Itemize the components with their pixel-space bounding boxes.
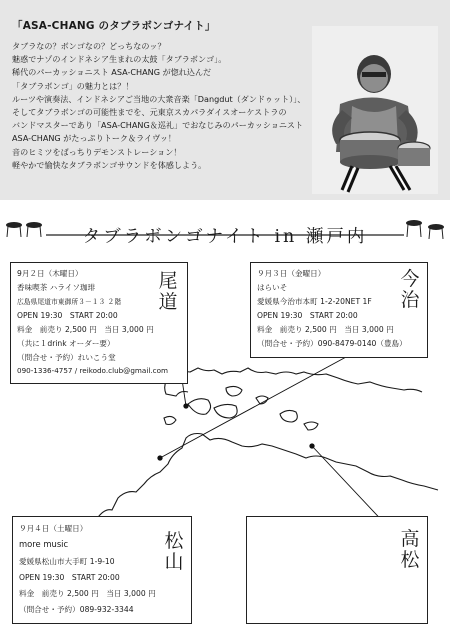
event-card-takamatsu: [246, 516, 428, 624]
event-time: OPEN 19:30 START 20:00: [19, 573, 120, 582]
intro-line: 音のヒミツをばっちりデモンストレーション！: [12, 146, 182, 157]
event-date: ９月３日（金曜日）: [257, 269, 326, 278]
event-price: 料金 前売り 2,500 円 当日 3,000 円: [17, 325, 154, 334]
city-label-imabari: 今 治: [400, 268, 420, 311]
intro-line: 軽やかで愉快なタブラボンゴサウンドを体感しよう。: [12, 159, 207, 170]
event-venue: more music: [19, 539, 69, 549]
event-venue: 香味喫茶 ハライソ珈琲: [17, 283, 96, 292]
event-contact-detail: 090-1336-4757 / reikodo.club@gmail.com: [17, 366, 168, 375]
drum-left-icon: [6, 222, 42, 237]
event-time: OPEN 19:30 START 20:00: [257, 311, 358, 320]
event-card-matsuyama: [12, 516, 192, 624]
event-contact: （問合せ・予約）090-8479-0140（豊島）: [257, 339, 407, 348]
event-address: 愛媛県松山市大手町 1-9-10: [19, 557, 115, 566]
intro-line: 稀代のパーカッショニスト ASA-CHANG が惚れ込んだ: [12, 67, 212, 78]
event-address: 広島県尾道市東御所３－１３ ２階: [17, 298, 122, 306]
intro-panel: [0, 0, 450, 200]
event-price: 料金 前売り 2,500 円 当日 3,000 円: [19, 589, 156, 598]
city-label-matsuyama: 松 山: [164, 530, 184, 573]
event-time: OPEN 19:30 START 20:00: [17, 311, 118, 320]
event-note: （共に１drink オーダー要）: [17, 339, 115, 348]
intro-line: そしてタブラボンゴの可能性までを、元東京スカパラダイスオーケストラの: [12, 107, 287, 118]
event-contact: （問合せ・予約）089-932-3344: [19, 605, 134, 614]
intro-line: 「タブラボンゴ」の魅力とは？！: [12, 80, 134, 91]
event-date: ９月４日（土曜日）: [19, 524, 88, 533]
intro-title: 「ASA-CHANG のタブラボンゴナイト」: [12, 20, 216, 32]
event-address: 愛媛県今治市本町 1-2-20NET 1F: [257, 297, 372, 306]
city-label-onomichi: 尾 道: [158, 270, 178, 313]
event-price: 料金 前売り 2,500 円 当日 3,000 円: [257, 325, 394, 334]
intro-line: タブラなの？ボンゴなの？どっちなのッ？: [12, 41, 166, 51]
drum-right-icon: [406, 220, 444, 239]
event-contact: （問合せ・予約）れいこう堂: [17, 353, 116, 362]
event-card-imabari: [250, 262, 428, 358]
event-date: 9月２日（木曜日）: [17, 269, 83, 278]
performer-photo: [312, 26, 438, 194]
intro-line: ASA-CHANG がたっぷりトーク＆ライヴッ！: [12, 133, 177, 144]
intro-line: 魅惑でナゾのインドネシア生まれの太鼓「タブラボンゴ」。: [12, 54, 227, 65]
event-card-onomichi: [10, 262, 188, 384]
intro-text: [12, 40, 312, 172]
banner-title: タブラボンゴナイト in 瀬戸内: [82, 227, 368, 247]
intro-line: バンドマスターであり「ASA-CHANG＆巡礼」でおなじみのパーカッショニスト: [12, 120, 304, 131]
event-venue: はらいそ: [257, 283, 288, 292]
city-label-takamatsu: 高 松: [400, 528, 420, 571]
intro-line: ルーツや演奏法、インドネシアご当地の大衆音楽「Dangdut（ダンドゥット）」、: [12, 93, 306, 104]
